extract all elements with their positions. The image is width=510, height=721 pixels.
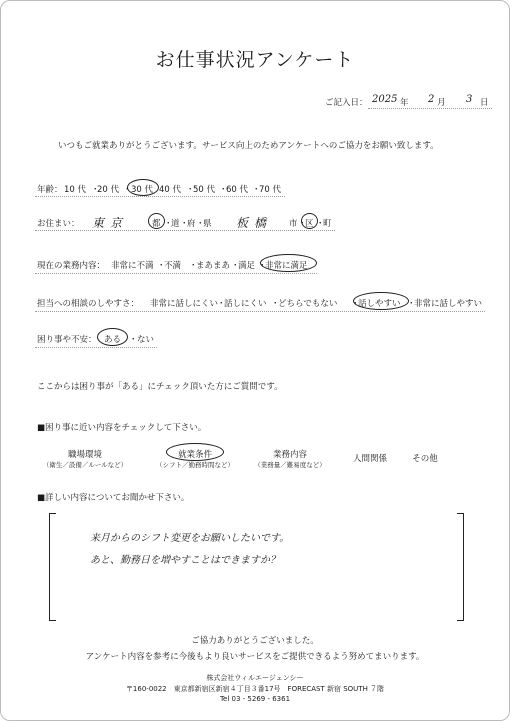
entry-date-year[interactable]: 2025	[372, 94, 398, 105]
followup-note: ここからは困り事が「ある」にチェック頂いた方にご質問です。	[37, 382, 283, 392]
trouble-label: 困り事や不安：	[37, 335, 97, 345]
category-workplace-sub: （衛生／設備／ルールなど）	[42, 461, 128, 469]
entry-date-day[interactable]: 3	[466, 94, 473, 105]
detail-answer-line1[interactable]: 来月からのシフト変更をお願いしたいです。	[90, 533, 290, 544]
trouble-yes[interactable]: ある	[104, 335, 122, 345]
satisfaction-selected-circle	[260, 254, 317, 272]
ease-selected-circle	[353, 292, 409, 310]
category-conditions[interactable]: 就業条件	[177, 450, 212, 460]
satisfaction-underline	[35, 273, 317, 274]
age-underline	[35, 196, 285, 197]
ease-label: 担当への相談のしやすさ：	[37, 299, 140, 309]
ease-very-hard[interactable]: 非常に話しにくい	[150, 299, 219, 309]
entry-date-label: ご記入日：	[325, 98, 368, 108]
answer-bracket-left	[49, 513, 56, 621]
age-option-40[interactable]: 40 代	[159, 185, 182, 195]
address-pref-to[interactable]: 都	[152, 219, 161, 229]
category-heading: ■困り事に近い内容をチェックして下さい。	[37, 423, 207, 433]
intro-text: いつもご就業ありがとうございます。サービス向上のためアンケートへのご協力をお願い致します。	[58, 141, 439, 151]
answer-bracket-right	[457, 513, 464, 621]
age-option-60[interactable]: 60 代	[226, 185, 249, 195]
category-conditions-sub: （シフト／勤務時間など）	[156, 461, 234, 469]
footer-tel: Tel 03 - 5269 - 6361	[219, 695, 291, 703]
satisfaction-label: 現在の業務内容：	[37, 261, 106, 271]
address-city-value[interactable]: 板橋	[236, 216, 273, 230]
trouble-underline	[35, 347, 157, 348]
ease-very-easy[interactable]: 非常に話しやすい	[414, 299, 483, 309]
satisfaction-dissatisfied[interactable]: 不満	[164, 261, 182, 271]
satisfaction-average[interactable]: まあまあ	[196, 261, 231, 271]
page-title: お仕事状況アンケート	[155, 49, 355, 71]
pref-selected-circle	[148, 213, 165, 229]
ease-easy[interactable]: 話しやすい	[358, 299, 401, 309]
detail-heading: ■詳しい内容についてお聞かせ下さい。	[37, 493, 190, 503]
trouble-no[interactable]: ない	[137, 335, 155, 345]
address-underline	[35, 230, 335, 231]
footer-address: 〒160-0022 東京都新宿区新宿４丁目３番17号 FORECAST 新宿 SOUTH ７階	[125, 685, 385, 693]
entry-date-day-suffix: 日	[480, 98, 489, 108]
age-option-10[interactable]: 10 代	[64, 185, 87, 195]
closing-message: アンケート内容を参考に今後もより良いサービスをご提供できるよう努めてまいります。	[85, 652, 425, 662]
satisfaction-very-satisfied[interactable]: 非常に満足	[265, 261, 308, 271]
address-label: お住まい：	[37, 219, 80, 229]
category-duties-sub: （業務量／難易度など）	[254, 461, 326, 469]
satisfaction-satisfied[interactable]: 満足	[238, 261, 256, 271]
entry-date-month[interactable]: 2	[428, 94, 435, 105]
ease-hard[interactable]: 話しにくい	[224, 299, 267, 309]
category-other[interactable]: その他	[412, 454, 438, 464]
category-duties[interactable]: 業務内容	[272, 450, 307, 460]
entry-date-underline	[368, 108, 492, 109]
age-option-20[interactable]: 20 代	[97, 185, 120, 195]
category-relationships[interactable]: 人間関係	[352, 454, 387, 464]
closing-thanks: ご協力ありがとうございました。	[191, 636, 319, 646]
entry-date-year-suffix: 年	[400, 98, 409, 108]
footer-company: 株式会社ウィルエージェンシー	[206, 674, 304, 682]
age-selected-circle	[127, 179, 159, 196]
address-city-shi[interactable]: 市	[289, 219, 298, 229]
address-pref-fu[interactable]: 府	[187, 219, 196, 229]
ease-underline	[35, 311, 485, 312]
age-option-70[interactable]: 70 代	[259, 185, 282, 195]
age-option-50[interactable]: 50 代	[193, 185, 216, 195]
address-city-machi[interactable]: 町	[323, 219, 332, 229]
address-pref-ken[interactable]: 県	[203, 219, 212, 229]
category-selected-circle	[166, 443, 224, 461]
address-city-ku[interactable]: 区	[305, 219, 314, 229]
address-pref-value[interactable]: 東京	[92, 216, 129, 230]
ease-neutral[interactable]: どちらでもない	[278, 299, 338, 309]
age-option-30[interactable]: 30 代	[131, 185, 154, 195]
detail-answer-line2[interactable]: あと、勤務日を増やすことはできますか？	[90, 555, 280, 566]
address-pref-do[interactable]: 道	[171, 219, 180, 229]
category-workplace[interactable]: 職場環境	[67, 450, 102, 460]
age-label: 年齢：	[37, 185, 63, 195]
entry-date-month-suffix: 月	[437, 98, 446, 108]
satisfaction-very-dissatisfied[interactable]: 非常に不満	[111, 261, 154, 271]
trouble-selected-circle	[97, 328, 128, 346]
